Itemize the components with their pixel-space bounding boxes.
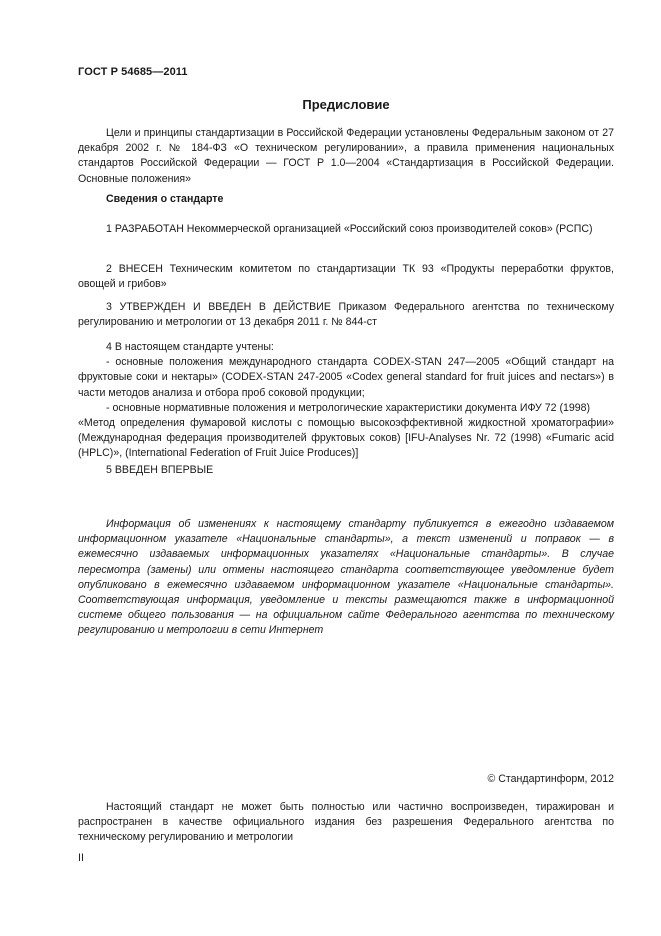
intro-paragraph: Цели и принципы стандартизации в Российской Федерации установлены Федеральным законом от 27 декабря 2002 г. № 184-ФЗ «О техническом регулировании», а правила применения национальных стандартов Российской Федерации — ГОСТ Р 1.0—2004 «Стандартизация в Российской Федерации. Основные положения» (78, 127, 614, 185)
item-developed: 1 РАЗРАБОТАН Некоммерческой организацией «Российский союз производителей соков» (РСПС) (106, 223, 593, 235)
info-notice-block (78, 517, 614, 639)
page-title: Предисловие (302, 97, 390, 112)
standard-number: ГОСТ Р 54685—2011 (78, 66, 188, 78)
item-developed-block (78, 222, 614, 237)
reproduction-notice-block (78, 800, 614, 846)
item-submitted-block (78, 262, 614, 292)
reproduction-notice: Настоящий стандарт не может быть полностью или частично воспроизведен, тиражирован и распространен в качестве официального издания без разрешения Федерального агентства по техническому регулированию и метрологии (78, 801, 614, 844)
item-considered-2a: - основные нормативные положения и метрологические характеристики документа ИФУ 72 (1998) (106, 401, 591, 414)
item-considered-1: - основные положения международного стандарта CODEX-STAN 247—2005 «Общий стандарт на фруктовые соки и нектары» (CODEX-STAN 247-2005 «Codex general standard for fruit juices and nectars») в части методов анализа и отбора проб соковой продукции; (78, 356, 614, 399)
item-first-time: 5 ВВЕДЕН ВПЕРВЫЕ (106, 464, 214, 476)
section-heading-block (78, 192, 614, 207)
copyright-line: © Стандартинформ, 2012 (487, 773, 614, 785)
item-considered-intro: 4 В настоящем стандарте учтены: (106, 341, 274, 353)
item-considered-block (78, 340, 614, 462)
intro-block (78, 126, 614, 187)
info-notice: Информация об изменениях к настоящему стандарту публикуется в ежегодно издаваемом информационном указателе «Национальные стандарты», а текст изменений и поправок — в ежемесячно издаваемых информационных указателях «Национальные стандарты». В случае пересмотра (замены) или отмены настоящего стандарта соответствующее уведомление будет опубликовано в ежемесячно издаваемом информационном указателе «Национальные стандарты». Соответствующая информация, уведомление и тексты размещаются также в информационной системе общего пользования — на официальном сайте Федерального агентства по техническому регулированию и метрологии в сети Интернет (78, 518, 614, 637)
item-first-time-block (78, 463, 614, 478)
item-considered-2b: «Метод определения фумаровой кислоты с помощью высокоэффективной жидкостной хроматографии» (Международная федерация производителей фруктовых соков) [IFU-Analyses Nr. 72 (1998) «Fumaric acid (HPLC)», (International Federation of Fruit Juice Produces)] (78, 417, 614, 460)
item-approved: 3 УТВЕРЖДЕН И ВВЕДЕН В ДЕЙСТВИЕ Приказом Федерального агентства по техническому регулированию и метрологии от 13 декабря 2011 г. № 844-ст (78, 301, 614, 329)
page-number: II (78, 852, 84, 864)
section-title: Сведения о стандарте (106, 193, 224, 205)
item-approved-block (78, 300, 614, 330)
item-submitted: 2 ВНЕСЕН Техническим комитетом по стандартизации ТК 93 «Продукты переработки фруктов, овощей и грибов» (78, 263, 614, 291)
